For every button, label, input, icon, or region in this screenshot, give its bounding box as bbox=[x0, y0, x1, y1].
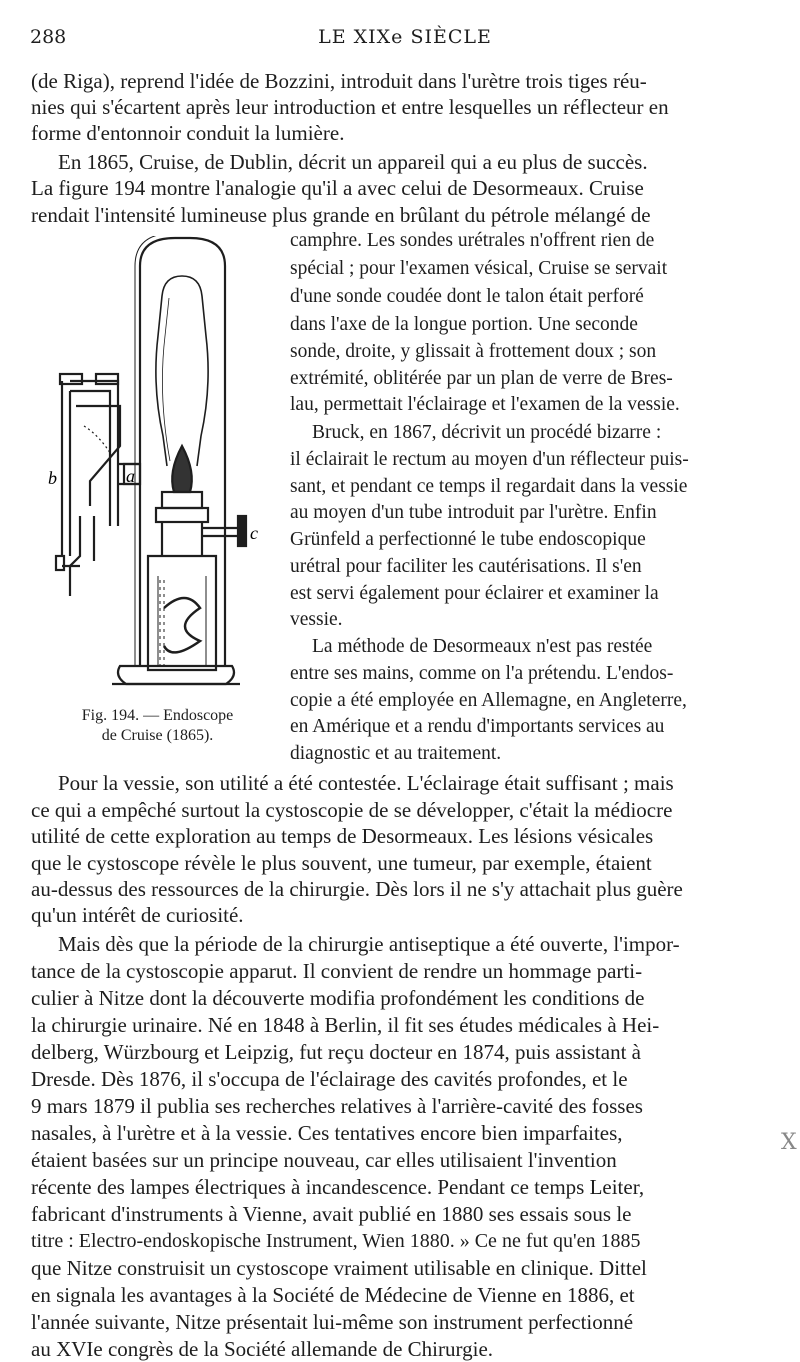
text-line: au XVIe congrès de la Société allemande de Chirurgie. bbox=[31, 1337, 494, 1361]
text-line: Dresde. Dès 1876, il s'occupa de l'éclairage des cavités profondes, et le bbox=[31, 1067, 628, 1091]
text-line: camphre. Les sondes urétrales n'offrent rien de bbox=[290, 230, 655, 251]
figure-caption bbox=[50, 706, 265, 746]
text-line: étaient basées sur un principe nouveau, car elles utilisaient l'invention bbox=[31, 1148, 617, 1172]
text-line: culier à Nitze dont la découverte modifia profondément les conditions de bbox=[31, 986, 645, 1010]
text-line: la chirurgie urinaire. Né en 1848 à Berlin, il fit ses études médicales à Hei- bbox=[31, 1013, 660, 1037]
text-line: au moyen d'un tube introduit par l'urètre. Enfin bbox=[290, 502, 657, 523]
text-line: En 1865, Cruise, de Dublin, décrit un appareil qui a eu plus de succès. bbox=[58, 150, 648, 174]
text-line: il éclairait le rectum au moyen d'un réflecteur puis- bbox=[290, 449, 689, 470]
text-line: vessie. bbox=[290, 609, 343, 630]
text-line: diagnostic et au traitement. bbox=[290, 743, 502, 764]
endoscope-figure bbox=[40, 236, 280, 706]
text-line: Pour la vessie, son utilité a été contestée. L'éclairage était suffisant ; mais bbox=[58, 771, 674, 795]
text-line: l'année suivante, Nitze présentait lui-même son instrument perfectionné bbox=[31, 1310, 634, 1334]
text-line: rendait l'intensité lumineuse plus grande en brûlant du pétrole mélangé de bbox=[31, 203, 651, 227]
text-line: delberg, Würzbourg et Leipzig, fut reçu docteur en 1874, puis assistant à bbox=[31, 1040, 641, 1064]
figure-label-a: a bbox=[126, 466, 135, 486]
text-line: Bruck, en 1867, décrivit un procédé bizarre : bbox=[312, 422, 662, 443]
text-line: urétral pour faciliter les cautérisations. Il s'en bbox=[290, 556, 642, 577]
figure-label-b: b bbox=[48, 468, 57, 488]
text-line: d'une sonde coudée dont le talon était perforé bbox=[290, 286, 644, 307]
text-line: extrémité, oblitérée par un plan de verre de Bres- bbox=[290, 368, 673, 389]
text-line: dans l'axe de la longue portion. Une seconde bbox=[290, 314, 638, 335]
margin-mark: X bbox=[781, 1130, 797, 1155]
running-head bbox=[30, 26, 780, 52]
page-number: 288 bbox=[30, 26, 67, 48]
text-line: sant, et pendant ce temps il regardait dans la vessie bbox=[290, 476, 688, 497]
text-line: Mais dès que la période de la chirurgie antiseptique a été ouverte, l'impor- bbox=[58, 932, 680, 956]
text-line: est servi également pour éclairer et examiner la bbox=[290, 583, 659, 604]
caption-line: de Cruise (1865). bbox=[101, 727, 214, 744]
text-line: que Nitze construisit un cystoscope vraiment utilisable en clinique. Dittel bbox=[31, 1256, 647, 1280]
text-line: au-dessus des ressources de la chirurgie. Dès lors il ne s'y attachait plus guère bbox=[31, 877, 683, 901]
text-line: 9 mars 1879 il publia ses recherches relatives à l'arrière-cavité des fosses bbox=[31, 1094, 643, 1118]
text-line: fabricant d'instruments à Vienne, avait publié en 1880 ses essais sous le bbox=[31, 1202, 632, 1226]
text-line: titre : Electro-endoskopische Instrument, Wien 1880. » Ce ne fut qu'en 1885 bbox=[31, 1230, 641, 1252]
text-line: tance de la cystoscopie apparut. Il convient de rendre un hommage parti- bbox=[31, 959, 643, 983]
text-line: lau, permettait l'éclairage et l'examen de la vessie. bbox=[290, 394, 680, 415]
text-line: copie a été employée en Allemagne, en Angleterre, bbox=[290, 690, 687, 711]
text-line: entre ses mains, comme on l'a prétendu. L'endos- bbox=[290, 663, 674, 684]
text-line: ce qui a empêché surtout la cystoscopie de se développer, c'était la médiocre bbox=[31, 798, 673, 822]
caption-line: Fig. 194. — Endoscope bbox=[81, 707, 234, 724]
text-line: (de Riga), reprend l'idée de Bozzini, introduit dans l'urètre trois tiges réu- bbox=[31, 69, 647, 93]
text-line: Grünfeld a perfectionné le tube endoscopique bbox=[290, 529, 646, 550]
text-line: que le cystoscope révèle le plus souvent, une tumeur, par exemple, étaient bbox=[31, 851, 652, 875]
endoscope-illustration bbox=[40, 236, 280, 706]
text-line: La figure 194 montre l'analogie qu'il a avec celui de Desormeaux. Cruise bbox=[31, 176, 644, 200]
text-line: en signala les avantages à la Société de Médecine de Vienne en 1886, et bbox=[31, 1283, 635, 1307]
running-title: LE XIXe SIÈCLE bbox=[318, 26, 492, 48]
text-line: en Amérique et a rendu d'importants services au bbox=[290, 716, 665, 737]
text-line: utilité de cette exploration au temps de Desormeaux. Les lésions vésicales bbox=[31, 824, 654, 848]
text-line: récente des lampes électriques à incandescence. Pendant ce temps Leiter, bbox=[31, 1175, 645, 1199]
text-line: qu'un intérêt de curiosité. bbox=[31, 903, 244, 927]
text-line: sonde, droite, y glissait à frottement doux ; son bbox=[290, 341, 657, 362]
text-line: nasales, à l'urètre et à la vessie. Ces tentatives encore bien imparfaites, bbox=[31, 1121, 623, 1145]
figure-label-c: c bbox=[250, 523, 258, 543]
text-line: La méthode de Desormeaux n'est pas restée bbox=[312, 636, 653, 657]
text-line: spécial ; pour l'examen vésical, Cruise se servait bbox=[290, 258, 668, 279]
text-line: forme d'entonnoir conduit la lumière. bbox=[31, 121, 345, 145]
text-line: nies qui s'écartent après leur introduction et entre lesquelles un réflecteur en bbox=[31, 95, 669, 119]
